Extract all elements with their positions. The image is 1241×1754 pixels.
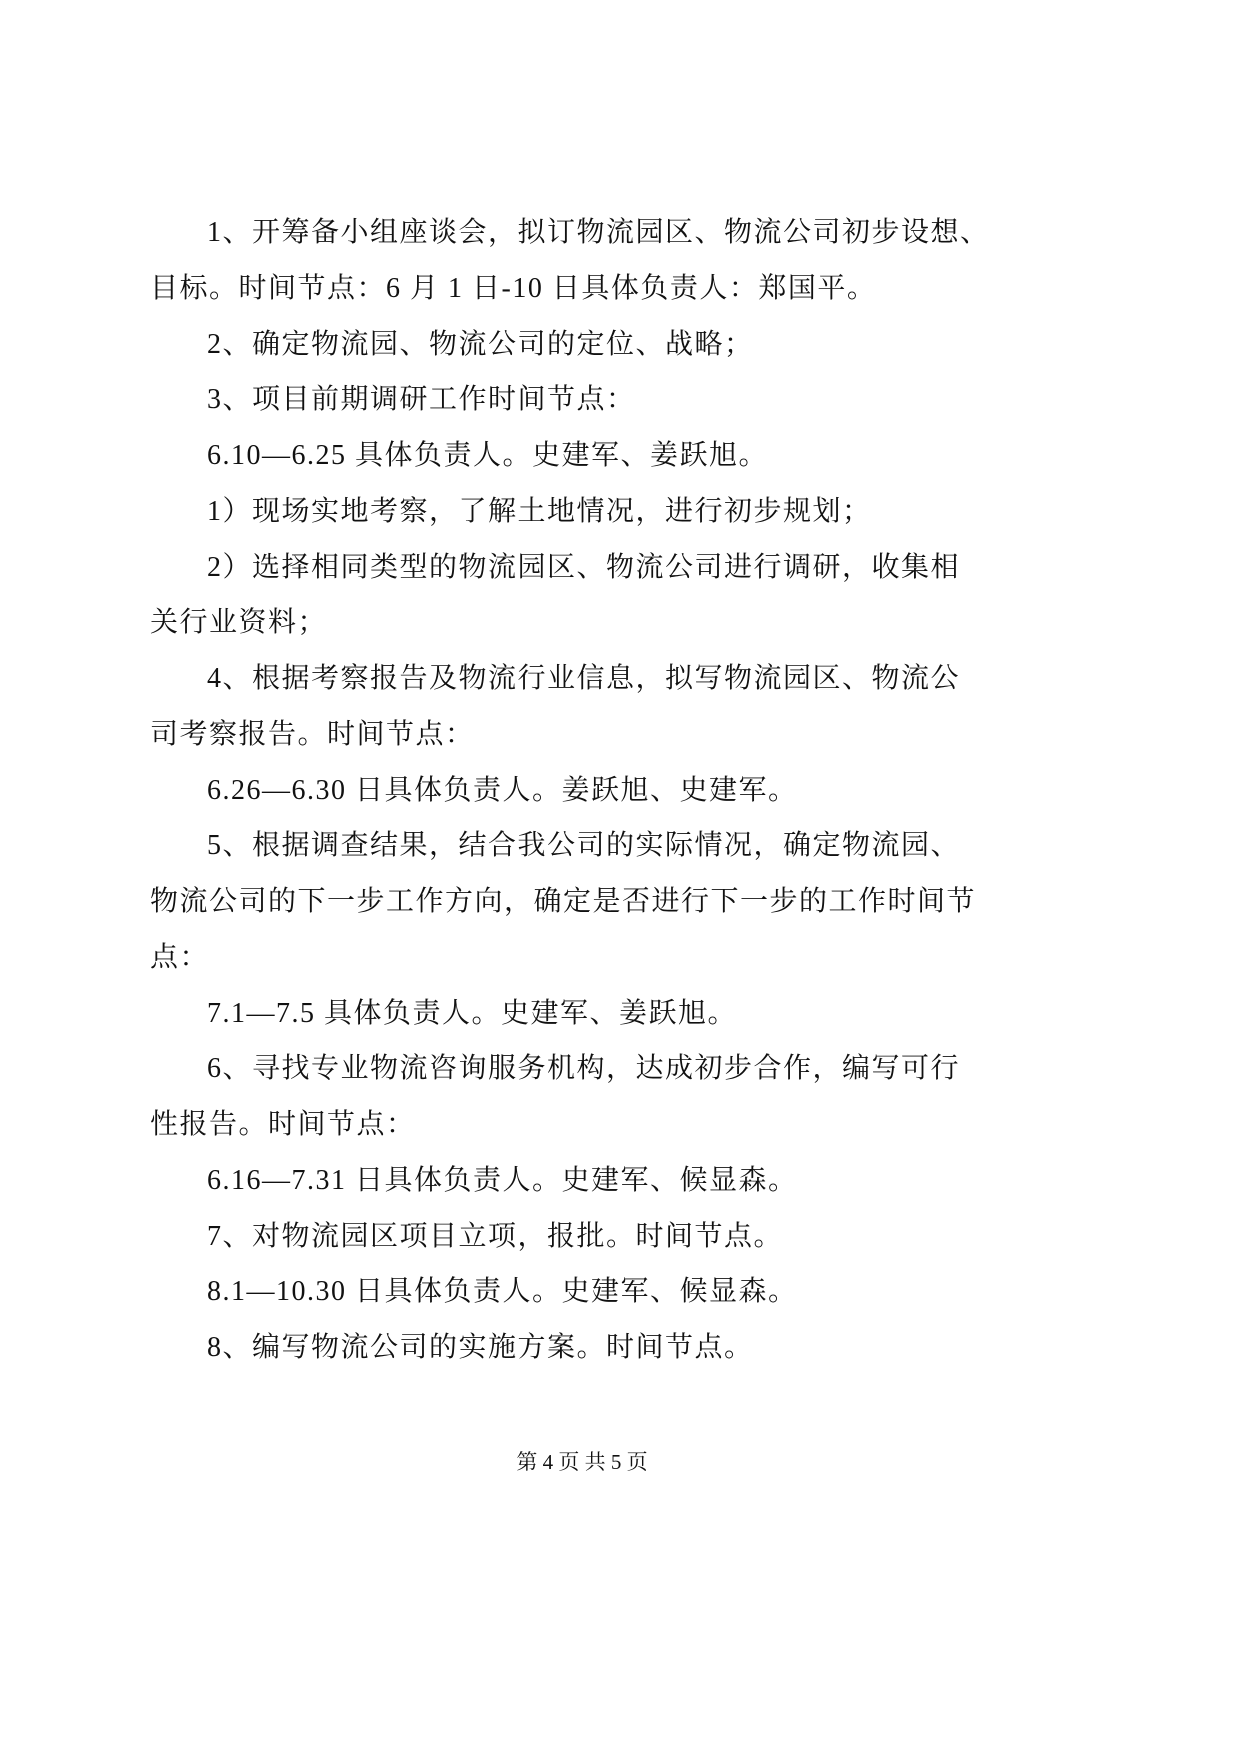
- paragraph-line: 6.16—7.31 日具体负责人。史建军、候显森。: [207, 1164, 798, 1196]
- paragraph-line: 6.10—6.25 具体负责人。史建军、姜跃旭。: [207, 440, 769, 471]
- paragraph-line: 性报告。时间节点：: [150, 1109, 416, 1140]
- paragraph-4: [150, 428, 1150, 484]
- paragraph-14: [150, 1264, 1150, 1320]
- paragraph-3: [150, 372, 1150, 428]
- paragraph-line: 1）现场实地考察，了解土地情况，进行初步规划；: [207, 495, 872, 527]
- page-number-footer: 第 4 页 共 5 页: [516, 1450, 648, 1474]
- paragraph-line: 8.1—10.30 日具体负责人。史建军、候显森。: [207, 1276, 798, 1308]
- paragraph-line: 司考察报告。时间节点：: [150, 718, 475, 750]
- paragraph-2: [150, 317, 1150, 373]
- paragraph-line: 点：: [150, 941, 210, 973]
- paragraph-11: [150, 1041, 1150, 1153]
- paragraph-line: 2、确定物流园、物流公司的定位、战略；: [207, 328, 754, 360]
- paragraph-10: [150, 986, 1150, 1042]
- paragraph-line: 关行业资料；: [150, 607, 328, 639]
- paragraph-8: [150, 763, 1150, 819]
- paragraph-13: [150, 1209, 1150, 1265]
- paragraph-line: 5、根据调查结果，结合我公司的实际情况，确定物流园、: [207, 830, 961, 862]
- document-body: [150, 205, 1150, 1376]
- paragraph-line: 8、编写物流公司的实施方案。时间节点。: [207, 1332, 754, 1363]
- paragraph-line: 3、项目前期调研工作时间节点：: [207, 384, 636, 416]
- paragraph-5: [150, 484, 1150, 540]
- paragraph-line: 7、对物流园区项目立项，报批。时间节点。: [207, 1220, 784, 1252]
- paragraph-line: 2）选择相同类型的物流园区、物流公司进行调研，收集相: [207, 551, 961, 583]
- paragraph-15: [150, 1320, 1150, 1376]
- paragraph-12: [150, 1153, 1150, 1209]
- paragraph-line: 7.1—7.5 具体负责人。史建军、姜跃旭。: [207, 997, 738, 1029]
- paragraph-6: [150, 540, 1150, 652]
- paragraph-line: 4、根据考察报告及物流行业信息，拟写物流园区、物流公: [207, 663, 961, 694]
- paragraph-9: [150, 818, 1150, 985]
- paragraph-line: 目标。时间节点：6 月 1 日-10 日具体负责人：郑国平。: [150, 272, 877, 304]
- paragraph-line: 6.26—6.30 日具体负责人。姜跃旭、史建军。: [207, 774, 798, 806]
- paragraph-line: 6、寻找专业物流咨询服务机构，达成初步合作，编写可行: [207, 1053, 961, 1085]
- paragraph-7: [150, 651, 1150, 763]
- paragraph-line: 1、开筹备小组座谈会，拟订物流园区、物流公司初步设想、: [207, 217, 990, 248]
- paragraph-line: 物流公司的下一步工作方向，确定是否进行下一步的工作时间节: [150, 886, 977, 917]
- paragraph-1: [150, 205, 1150, 317]
